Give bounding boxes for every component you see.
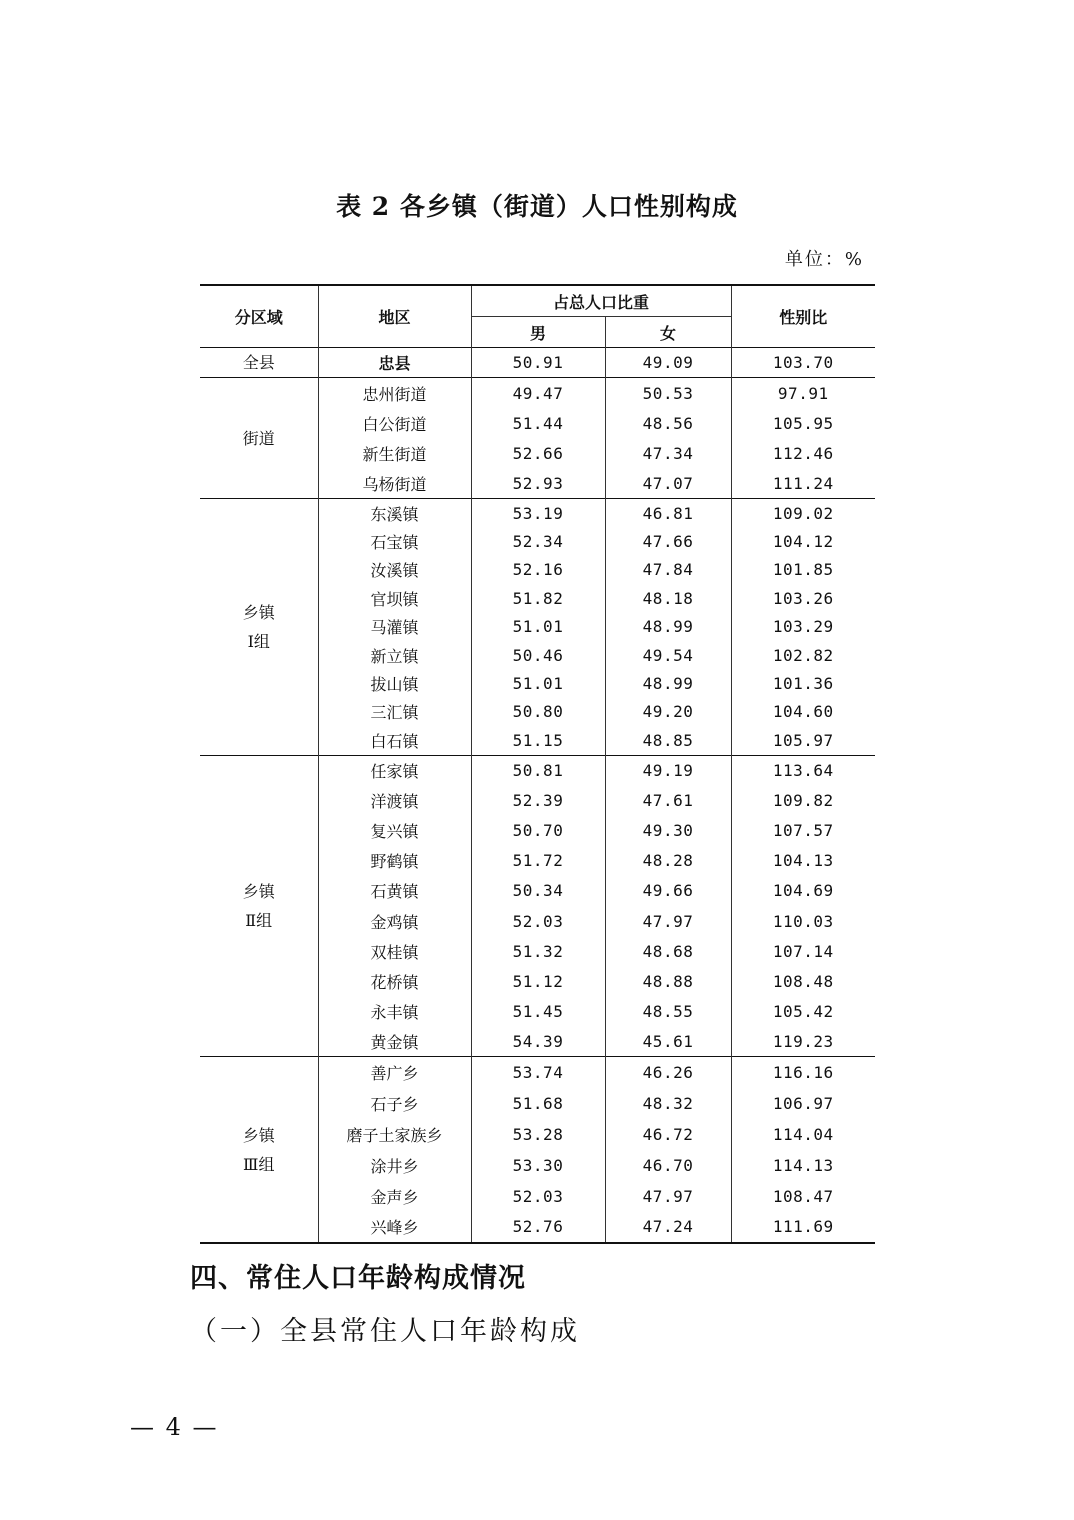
area-cell: 任家镇 [318,755,471,786]
male-cell: 50.70 [471,816,605,846]
area-cell: 汝溪镇 [318,556,471,584]
female-cell: 46.26 [605,1057,731,1088]
area-cell: 兴峰乡 [318,1211,471,1243]
male-cell: 52.76 [471,1211,605,1243]
female-cell: 48.85 [605,726,731,755]
female-cell: 47.24 [605,1211,731,1243]
area-cell: 黄金镇 [318,1026,471,1057]
male-cell: 50.81 [471,755,605,786]
male-cell: 53.74 [471,1057,605,1088]
area-cell: 金鸡镇 [318,906,471,936]
male-cell: 51.12 [471,966,605,996]
ratio-cell: 107.57 [731,816,875,846]
total-female-cell: 49.09 [605,348,731,378]
female-cell: 48.28 [605,846,731,876]
ratio-cell: 112.46 [731,438,875,468]
area-cell: 马灌镇 [318,613,471,641]
male-cell: 53.28 [471,1119,605,1150]
group-label-cell [200,755,318,1057]
header-sex-ratio: 性别比 [731,285,875,348]
total-area-cell: 忠县 [318,348,471,378]
ratio-cell: 106.97 [731,1088,875,1119]
table-row [200,378,875,409]
area-cell: 金声乡 [318,1181,471,1212]
table-row [200,755,875,786]
group-label-cell [200,499,318,756]
total-region-cell: 全县 [200,348,318,378]
area-cell: 洋渡镇 [318,786,471,816]
female-cell: 48.88 [605,966,731,996]
total-male-cell: 50.91 [471,348,605,378]
ratio-cell: 105.95 [731,408,875,438]
male-cell: 51.72 [471,846,605,876]
ratio-cell: 101.36 [731,669,875,697]
female-cell: 49.19 [605,755,731,786]
group-label-line2: Ⅲ组 [243,1154,275,1174]
female-cell: 46.70 [605,1150,731,1181]
female-cell: 49.30 [605,816,731,846]
table-row [200,499,875,528]
group-label-line1: 乡镇 [242,602,275,622]
male-cell: 50.80 [471,698,605,726]
female-cell: 45.61 [605,1026,731,1057]
female-cell: 48.99 [605,669,731,697]
group-label-line1: 乡镇 [242,1125,275,1145]
area-cell: 双桂镇 [318,936,471,966]
male-cell: 50.46 [471,641,605,669]
female-cell: 48.18 [605,584,731,612]
unit-label: 单位：% [784,249,864,270]
ratio-cell: 104.60 [731,698,875,726]
male-cell: 54.39 [471,1026,605,1057]
area-cell: 白公街道 [318,408,471,438]
area-cell: 忠州街道 [318,378,471,409]
female-cell: 49.66 [605,876,731,906]
header-share: 占总人口比重 [471,285,731,317]
area-cell: 新立镇 [318,641,471,669]
ratio-cell: 109.82 [731,786,875,816]
group-label-line2: Ⅱ组 [245,910,273,930]
female-cell: 46.72 [605,1119,731,1150]
ratio-cell: 119.23 [731,1026,875,1057]
ratio-cell: 104.69 [731,876,875,906]
area-cell: 三汇镇 [318,698,471,726]
group-label-cell [200,1057,318,1243]
male-cell: 49.47 [471,378,605,409]
male-cell: 51.01 [471,613,605,641]
ratio-cell: 110.03 [731,906,875,936]
header-male: 男 [471,317,605,348]
female-cell: 46.81 [605,499,731,528]
area-cell: 石黄镇 [318,876,471,906]
table-row [200,1057,875,1088]
table-row-total [200,348,875,378]
male-cell: 52.66 [471,438,605,468]
area-cell: 新生街道 [318,438,471,468]
male-cell: 51.45 [471,996,605,1026]
male-cell: 52.16 [471,556,605,584]
area-cell: 永丰镇 [318,996,471,1026]
male-cell: 53.19 [471,499,605,528]
area-cell: 野鹤镇 [318,846,471,876]
ratio-cell: 108.48 [731,966,875,996]
male-cell: 51.15 [471,726,605,755]
female-cell: 50.53 [605,378,731,409]
ratio-cell: 97.91 [731,378,875,409]
male-cell: 51.01 [471,669,605,697]
female-cell: 47.66 [605,527,731,555]
male-cell: 50.34 [471,876,605,906]
female-cell: 48.55 [605,996,731,1026]
female-cell: 47.61 [605,786,731,816]
male-cell: 51.68 [471,1088,605,1119]
header-female: 女 [605,317,731,348]
area-cell: 涂井乡 [318,1150,471,1181]
area-cell: 复兴镇 [318,816,471,846]
total-ratio-cell: 103.70 [731,348,875,378]
male-cell: 51.82 [471,584,605,612]
ratio-cell: 105.42 [731,996,875,1026]
ratio-cell: 111.69 [731,1211,875,1243]
table-title: 表 2 各乡镇（街道）人口性别构成 [336,192,738,221]
male-cell: 52.93 [471,468,605,499]
female-cell: 47.97 [605,1181,731,1212]
female-cell: 49.54 [605,641,731,669]
ratio-cell: 114.04 [731,1119,875,1150]
ratio-cell: 114.13 [731,1150,875,1181]
ratio-cell: 111.24 [731,468,875,499]
header-area: 地区 [318,285,471,348]
sex-composition-table [200,284,875,1244]
female-cell: 47.97 [605,906,731,936]
area-cell: 花桥镇 [318,966,471,996]
group-label-line1: 乡镇 [242,881,275,901]
male-cell: 52.03 [471,1181,605,1212]
ratio-cell: 109.02 [731,499,875,528]
table-body [200,348,875,1244]
ratio-cell: 103.26 [731,584,875,612]
area-cell: 善广乡 [318,1057,471,1088]
female-cell: 48.32 [605,1088,731,1119]
male-cell: 52.03 [471,906,605,936]
page-number: — 4 — [130,1413,219,1441]
group-label-cell [200,378,318,499]
ratio-cell: 116.16 [731,1057,875,1088]
area-cell: 官坝镇 [318,584,471,612]
area-cell: 白石镇 [318,726,471,755]
group-label-line1: 街道 [242,428,275,448]
ratio-cell: 103.29 [731,613,875,641]
female-cell: 48.56 [605,408,731,438]
ratio-cell: 102.82 [731,641,875,669]
ratio-cell: 108.47 [731,1181,875,1212]
sub-heading: （一）全县常住人口年龄构成 [190,1316,580,1347]
female-cell: 49.20 [605,698,731,726]
female-cell: 47.34 [605,438,731,468]
area-cell: 石子乡 [318,1088,471,1119]
group-label-line2: Ⅰ组 [247,631,270,651]
male-cell: 53.30 [471,1150,605,1181]
header-region: 分区域 [200,285,318,348]
ratio-cell: 104.12 [731,527,875,555]
area-cell: 乌杨街道 [318,468,471,499]
area-cell: 石宝镇 [318,527,471,555]
male-cell: 51.32 [471,936,605,966]
ratio-cell: 104.13 [731,846,875,876]
male-cell: 51.44 [471,408,605,438]
female-cell: 48.68 [605,936,731,966]
male-cell: 52.39 [471,786,605,816]
female-cell: 47.84 [605,556,731,584]
female-cell: 47.07 [605,468,731,499]
female-cell: 48.99 [605,613,731,641]
section-heading: 四、常住人口年龄构成情况 [190,1263,526,1294]
ratio-cell: 107.14 [731,936,875,966]
ratio-cell: 113.64 [731,755,875,786]
area-cell: 东溪镇 [318,499,471,528]
male-cell: 52.34 [471,527,605,555]
area-cell: 磨子土家族乡 [318,1119,471,1150]
area-cell: 拔山镇 [318,669,471,697]
ratio-cell: 105.97 [731,726,875,755]
ratio-cell: 101.85 [731,556,875,584]
